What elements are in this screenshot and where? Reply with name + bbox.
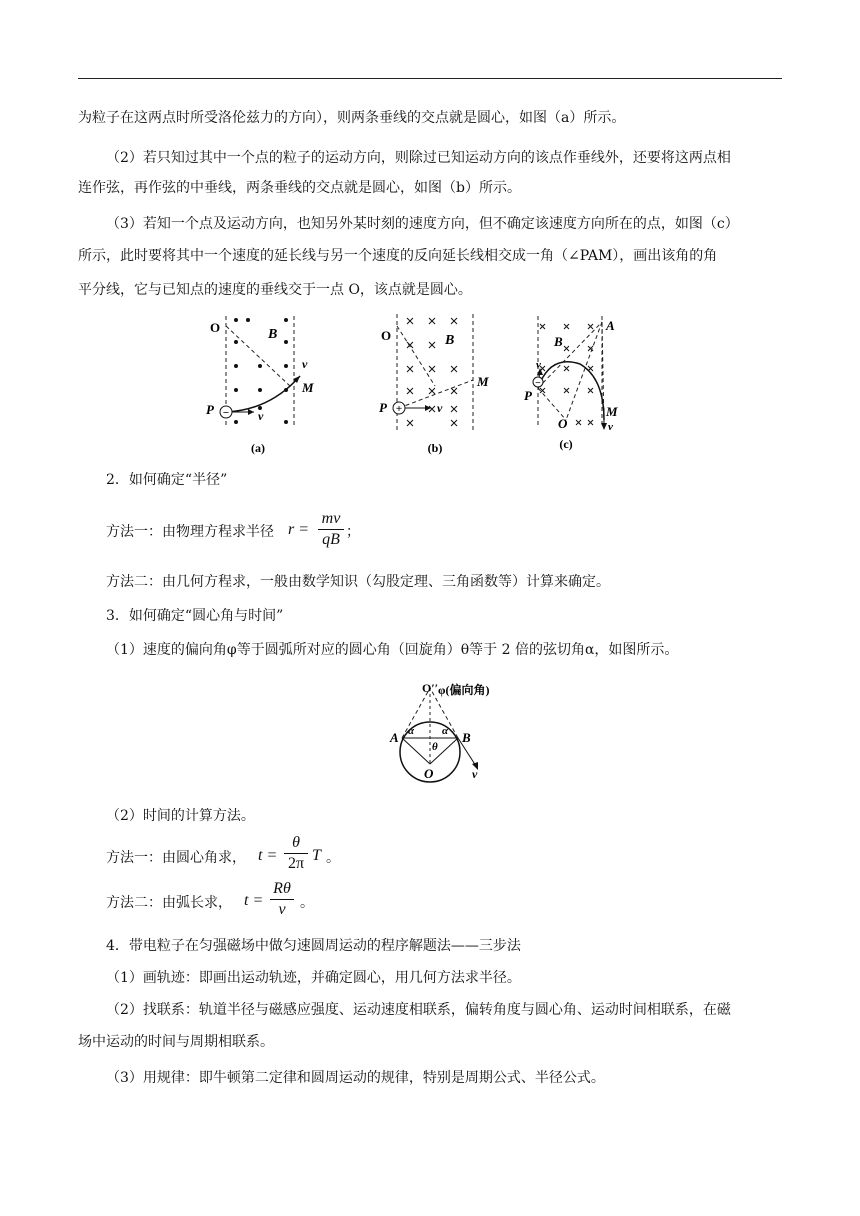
time-formula-1-denominator: 2π <box>287 855 305 872</box>
radius-formula-fraction <box>318 510 344 549</box>
fig-a-label-v1: v <box>302 357 308 371</box>
fig-b-caption: (b) <box>427 441 443 455</box>
time-formula-2-fraction <box>270 880 294 919</box>
time-formula-2-denominator: v <box>278 901 286 918</box>
fig-d-label-theta: θ <box>432 741 438 753</box>
fig-b-label-v: v <box>437 401 443 415</box>
time-formula-1-fraction <box>284 834 308 873</box>
paragraph-2-line-2: 连作弦，再作弦的中垂线，两条垂线的交点就是圆心，如图（b）所示。 <box>78 180 521 196</box>
radius-formula-lhs: r = <box>288 521 310 538</box>
figure-c <box>518 308 628 458</box>
fig-a-label-v2: v <box>258 409 264 423</box>
time-method-1-prefix: 方法一：由圆心角求， <box>106 850 246 866</box>
paragraph-3-line-3: 平分线，它与已知点的速度的垂线交于一点 O，该点就是圆心。 <box>78 282 472 298</box>
fig-d-label-phi: φ(偏向角) <box>438 683 490 697</box>
fig-a-label-M: M <box>302 380 314 395</box>
header-rule <box>78 78 782 79</box>
radius-method-2: 方法二：由几何方程求，一般由数学知识（勾股定理、三角函数等）计算来确定。 <box>106 574 610 590</box>
fig-d-label-O: O <box>424 766 434 781</box>
fig-b-label-O: O <box>381 328 392 343</box>
fig-c-label-P: P <box>524 388 532 403</box>
fig-b-label-M: M <box>477 374 489 389</box>
time-method-1-suffix: 。 <box>326 850 340 866</box>
fig-a-caption: (a) <box>251 441 265 455</box>
time-formula-1-numerator: θ <box>292 834 300 851</box>
step-3: （3）用规律：即牛顿第二定律和圆周运动的规律，特别是周期公式、半径公式。 <box>106 1070 605 1086</box>
fig-a-label-B: B <box>268 327 278 342</box>
fig-c-label-O: O <box>558 416 568 431</box>
fig-d-label-O-top: O′′ <box>422 681 439 695</box>
paragraph-1: 为粒子在这两点时所受洛伦兹力的方向），则两条垂线的交点就是圆心，如图（a）所示。 <box>78 110 626 126</box>
fig-d-label-A: A <box>390 730 399 745</box>
fig-d-label-v: v <box>472 767 478 781</box>
fig-b-label-P: P <box>379 400 387 415</box>
fraction-bar <box>318 529 344 530</box>
paragraph-deflection-angle: （1）速度的偏向角φ等于圆弧所对应的圆心角（回旋角）θ等于 2 倍的弦切角α，如图所示。 <box>106 642 679 658</box>
fig-c-label-M: M <box>606 404 618 419</box>
radius-method-1-suffix: ； <box>346 524 360 540</box>
fraction-bar <box>284 853 308 854</box>
paragraph-2-line-1: （2）若只知过其中一个点的粒子的运动方向，则除过已知运动方向的该点作垂线外，还要将这两点相 <box>106 150 731 166</box>
time-formula-1-lhs: t = <box>258 847 278 864</box>
fig-d-label-B: B <box>462 730 471 745</box>
step-2-line-1: （2）找联系：轨道半径与磁感应强度、运动速度相联系，偏转角度与圆心角、运动时间相联系，在磁 <box>106 1002 731 1018</box>
time-formula-2-lhs: t = <box>244 892 264 909</box>
heading-radius: 2．如何确定“半径” <box>106 472 228 488</box>
fig-c-label-B: B <box>554 334 563 349</box>
fig-b-label-B: B <box>445 333 455 348</box>
radius-formula-denominator: qB <box>322 531 340 548</box>
step-2-line-2: 场中运动的时间与周期相联系。 <box>78 1034 274 1050</box>
time-formula-1-tail: T <box>312 847 321 864</box>
fig-c-label-A: A <box>606 318 615 333</box>
paragraph-3-line-1: （3）若知一个点及运动方向，也知另外某时刻的速度方向，但不确定该速度方向所在的点，如图（c） <box>106 216 739 232</box>
fig-a-charge: − <box>222 407 230 419</box>
fig-c-label-v2: v <box>608 421 613 433</box>
paragraph-time-calc: （2）时间的计算方法。 <box>106 808 255 824</box>
figure-b <box>375 310 495 460</box>
radius-formula-numerator: mv <box>321 510 341 527</box>
fig-a-label-P: P <box>206 402 214 417</box>
time-formula-2-numerator: Rθ <box>273 880 291 897</box>
fraction-bar <box>270 899 294 900</box>
time-method-2-prefix: 方法二：由弧长求， <box>106 895 232 911</box>
fig-a-label-O: O <box>210 320 221 335</box>
fig-d-label-alpha-2: α <box>442 725 449 737</box>
heading-three-steps: 4．带电粒子在匀强磁场中做匀速圆周运动的程序解题法——三步法 <box>106 938 521 954</box>
figure-a <box>200 310 314 460</box>
paragraph-3-line-2: 所示，此时要将其中一个速度的延长线与另一个速度的反向延长线相交成一角（∠PAM），画出该角的角 <box>78 248 718 264</box>
step-1: （1）画轨迹：即画出运动轨迹，并确定圆心，用几何方法求半径。 <box>106 970 521 986</box>
fig-d-label-alpha-1: α <box>408 725 415 737</box>
heading-angle-time: 3．如何确定“圆心角与时间” <box>106 608 284 624</box>
fig-c-caption: (c) <box>559 437 573 451</box>
figure-deflection <box>388 678 508 790</box>
fig-c-charge: − <box>535 378 541 389</box>
fig-c-label-v1: v <box>536 359 541 371</box>
time-method-2-suffix: 。 <box>300 895 314 911</box>
radius-method-1-prefix: 方法一：由物理方程求半径 <box>106 524 274 540</box>
fig-b-charge: + <box>395 403 403 415</box>
